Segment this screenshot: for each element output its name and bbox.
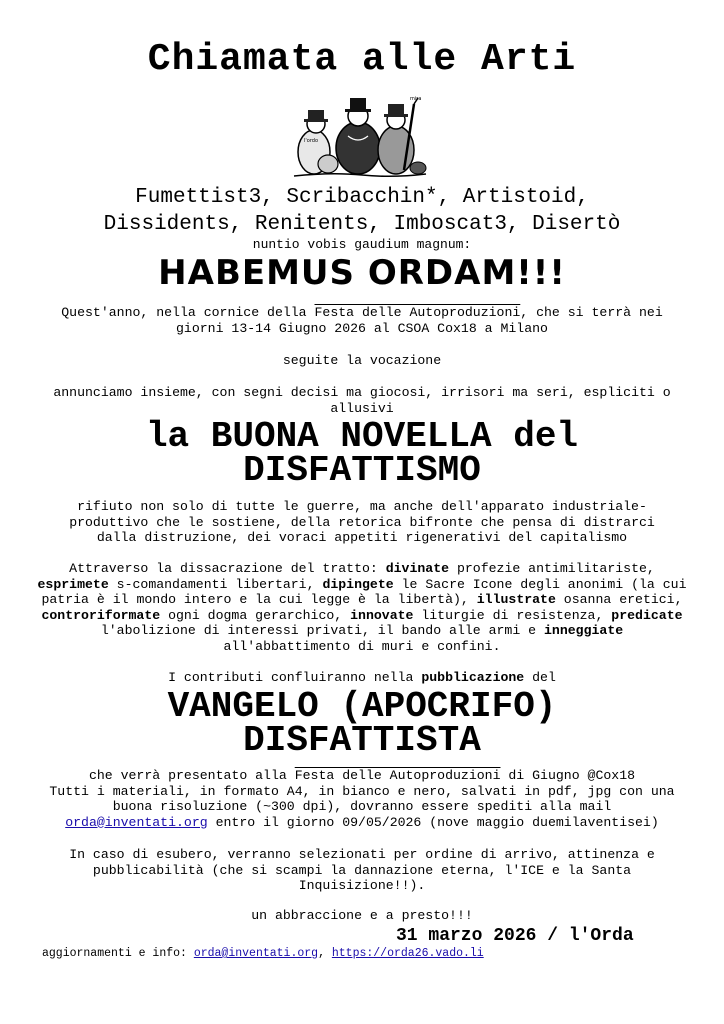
illustration-label-left: l'ordo: [304, 138, 319, 144]
attraverso-bold-esprimete: esprimete: [37, 576, 109, 592]
buona-novella-line-2: DISFATTISMO: [243, 450, 481, 491]
presentato-before: che verrà presentato alla: [88, 768, 295, 783]
attraverso-text-9: all'abbattimento di muri e confini.: [223, 638, 501, 654]
attraverso-text-3: s-comandamenti libertari,: [108, 576, 323, 592]
attraverso-text-7: liturgie di resistenza,: [413, 607, 612, 623]
attraverso-text-1: Attraverso la dissacrazione del tratto:: [69, 561, 386, 576]
email-link[interactable]: orda@inventati.org: [65, 814, 208, 830]
attraverso-paragraph: [36, 561, 688, 654]
signature: 31 marzo 2026 / l'Orda: [396, 926, 634, 946]
illustration-label-right: mira: [410, 96, 422, 102]
footer-url-link[interactable]: https://orda26.vado.li: [331, 947, 484, 960]
presentato-line: [40, 768, 684, 784]
contributi-bold: pubblicazione: [421, 670, 525, 685]
contributi-after: del: [524, 670, 556, 685]
presentato-festa: Festa delle Autoproduzioni: [294, 768, 501, 783]
audience-line-1: Fumettist3, Scribacchin*, Artistoid,: [135, 186, 589, 209]
footer-separator: ,: [318, 947, 332, 960]
vocazione-line: seguite la vocazione: [282, 353, 442, 368]
attraverso-bold-controriformate: controriformate: [41, 607, 161, 623]
attraverso-text-2: profezie antimilitariste,: [449, 561, 655, 576]
contributi-line: [40, 670, 684, 686]
contributi-before: I contributi confluiranno nella: [168, 670, 422, 685]
buona-novella-line-1: la BUONA NOVELLA del: [145, 416, 579, 457]
attraverso-bold-dipingete: dipingete: [322, 576, 394, 592]
vangelo-line-1: VANGELO (APOCRIFO): [167, 686, 557, 727]
vangelo-line-2: DISFATTISTA: [243, 720, 481, 761]
intro-paragraph: [40, 305, 684, 336]
rifiuto-paragraph: rifiuto non solo di tutte le guerre, ma anche dell'apparato industriale-produttivo che le sostiene, della retorica bifronte che pensa di distrarci dalla distruzione, dei voraci appetiti rigenerativi del capitalismo: [69, 499, 655, 545]
presentato-paragraph: [40, 768, 684, 830]
annunciamo-paragraph: annunciamo insieme, con segni decisi ma giocosi, irrisori ma seri, espliciti o allusivi: [53, 385, 671, 416]
attraverso-bold-illustrate: illustrate: [476, 592, 556, 607]
intro-festa: Festa delle Autoproduzioni: [314, 305, 521, 320]
intro-after: , che si terrà nei giorni 13-14 Giugno 2026 al CSOA Cox18 a Milano: [176, 305, 663, 336]
audience-line-2: Dissidents, Renitents, Imboscat3, Disertò: [103, 213, 621, 236]
vangelo-heading: [0, 686, 724, 761]
abbraccione-line: un abbraccione e a presto!!!: [251, 908, 473, 923]
attraverso-text-6: ogni dogma gerarchico,: [160, 607, 351, 623]
attraverso-text-8: l'abolizione di interessi privati, il bando alle armi e: [100, 623, 545, 638]
nuntio-line: nuntio vobis gaudium magnum:: [252, 237, 472, 252]
attraverso-text-4: le Sacre Icone degli anonimi (la cui patria è il mondo intero e la cui legge è la libertà),: [41, 576, 687, 607]
attraverso-text-5: osanna eretici,: [555, 592, 683, 607]
esubero-paragraph: In caso di esubero, verranno selezionati per ordine di arrivo, attinenza e pubblicabilità (che si scampi la dannazione eterna, l'ICE e la Santa Inquisizione!!).: [69, 847, 655, 893]
habemus-heading: HABEMUS ORDAM!!!: [158, 253, 566, 293]
footer-label: aggiornamenti e info:: [42, 947, 194, 960]
attraverso-bold-innovate: innovate: [350, 607, 414, 623]
footer-email-link[interactable]: orda@inventati.org: [193, 947, 319, 960]
audience-block: [0, 184, 724, 238]
intro-before: Quest'anno, nella cornice della: [61, 305, 315, 320]
attraverso-bold-inneggiate: inneggiate: [544, 623, 624, 638]
materiali-body: Tutti i materiali, in formato A4, in bianco e nero, salvati in pdf, jpg con una buona risoluzione (~300 dpi), dovranno essere spediti alla mail: [49, 783, 675, 814]
page-title: Chiamata alle Arti: [147, 38, 577, 81]
attraverso-bold-predicate: predicate: [611, 607, 683, 623]
caricature-illustration: [292, 92, 428, 182]
entro-text: entro il giorno 09/05/2026 (nove maggio duemilaventisei): [207, 814, 659, 830]
materiali-text: [40, 784, 684, 831]
attraverso-bold-divinate: divinate: [385, 561, 450, 576]
buona-novella-heading: [0, 416, 724, 491]
footer: [42, 947, 484, 960]
presentato-after: di Giugno @Cox18: [500, 768, 636, 783]
